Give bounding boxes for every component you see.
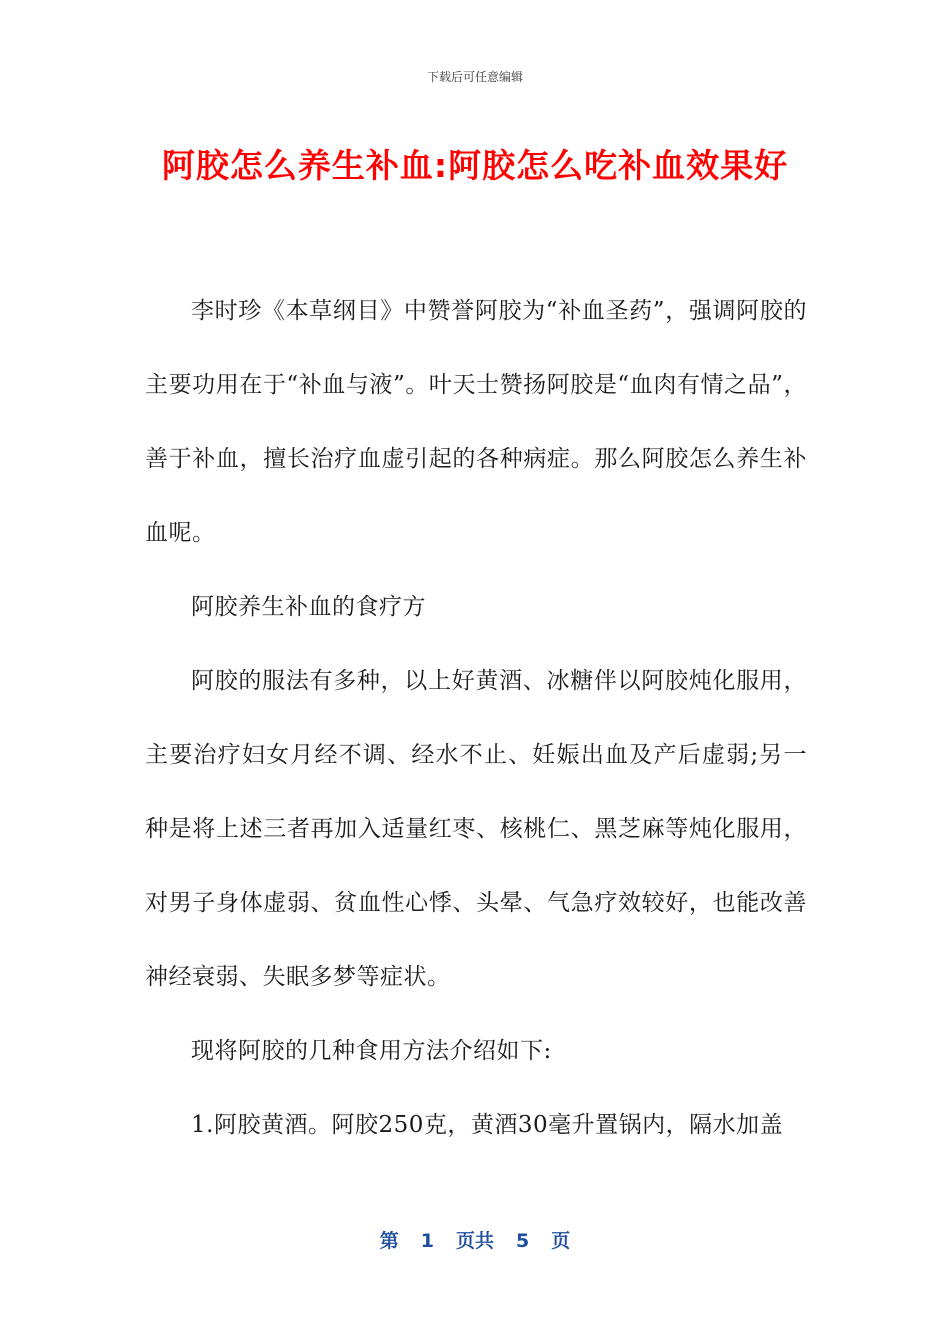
document-body: [145, 274, 807, 1162]
paragraph-subheading: 阿胶养生补血的食疗方: [191, 594, 426, 620]
footer-total-pages: 5: [516, 1230, 530, 1252]
paragraph-item-1: 1.阿胶黄酒。阿胶250克，黄酒30毫升置锅内，隔水加盖: [191, 1112, 784, 1138]
paragraph-intro: 李时珍《本草纲目》中赞誉阿胶为“补血圣药”，强调阿胶的主要功用在于“补血与液”。叶天士赞扬阿胶是“血肉有情之品”，善于补血，擅长治疗血虚引起的各种病症。那么阿胶怎么养生补血呢。: [145, 298, 807, 546]
paragraph-methods: 阿胶的服法有多种，以上好黄酒、冰糖伴以阿胶炖化服用，主要治疗妇女月经不调、经水不止、妊娠出血及产后虚弱;另一种是将上述三者再加入适量红枣、核桃仁、黑芝麻等炖化服用，对男子身体虚弱、贫血性心悸、头晕、气急疗效较好，也能改善神经衰弱、失眠多梦等症状。: [145, 668, 807, 990]
footer-label-end: 页: [551, 1230, 571, 1252]
header-note: 下载后可任意编辑: [426, 70, 523, 84]
footer-current-page: 1: [420, 1230, 434, 1252]
document-title: 阿胶怎么养生补血:阿胶怎么吃补血效果好: [161, 146, 789, 185]
page-footer: [0, 1226, 950, 1253]
footer-label-page: 第: [379, 1230, 399, 1252]
paragraph-intro-list: 现将阿胶的几种食用方法介绍如下:: [191, 1038, 552, 1064]
footer-label-of: 页共: [455, 1230, 494, 1252]
